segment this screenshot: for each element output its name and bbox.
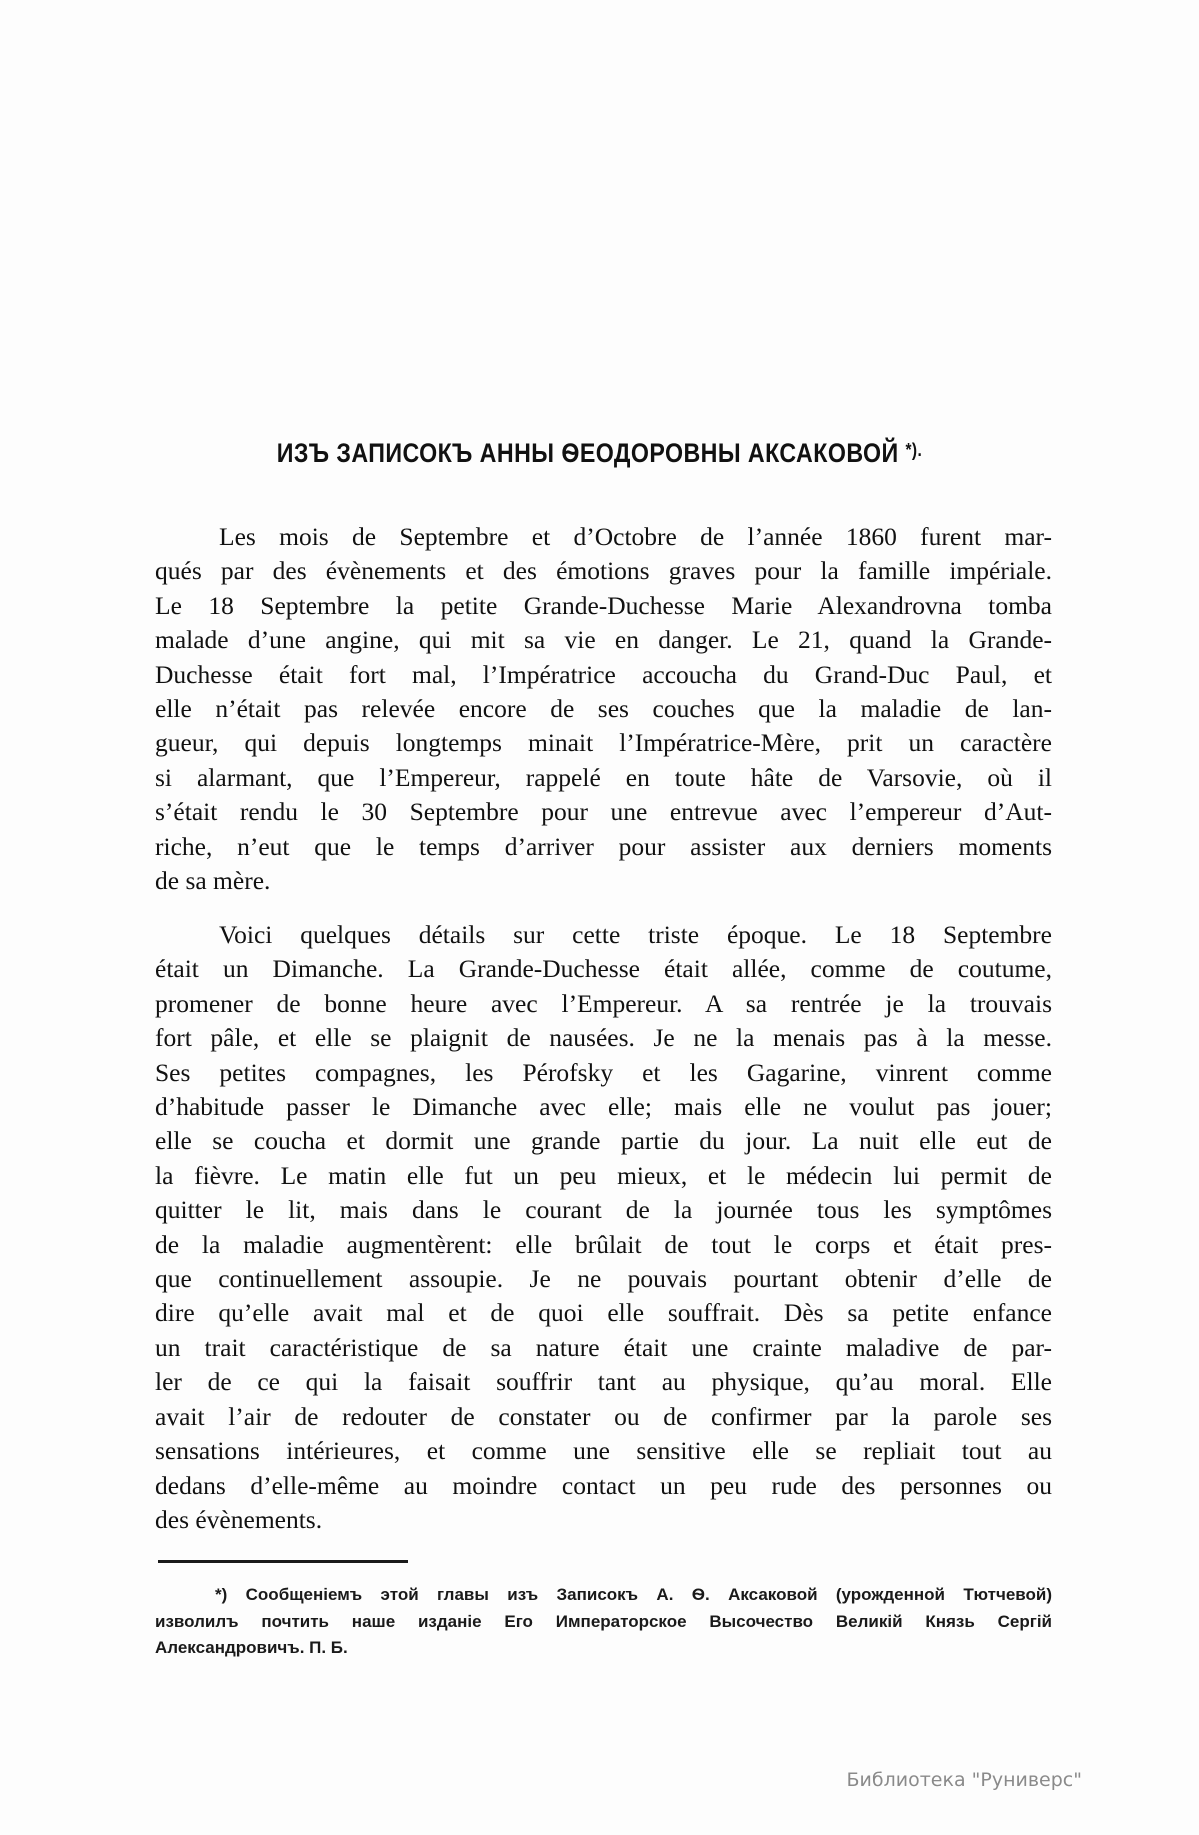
footnote-line: Александровичъ. П. Б.	[155, 1638, 348, 1657]
text-line: elle se coucha et dormit une grande partie du jour. La nuit elle eut de	[155, 1126, 1052, 1156]
title-footnote-mark: *).	[905, 440, 923, 460]
text-line: si alarmant, que l’Empereur, rappelé en toute hâte de Varsovie, où il	[155, 762, 1052, 792]
footnote-line: *) Сообщеніемъ этой главы изъ Записокъ А. Ѳ. Аксаковой (урожденной Тютчевой)	[215, 1585, 1052, 1604]
text-line: de la maladie augmentèrent: elle brûlait de tout le corps et était pres-	[155, 1229, 1052, 1259]
text-line: dire qu’elle avait mal et de quoi elle souffrait. Dès sa petite enfance	[155, 1298, 1052, 1328]
text-line: Duchesse était fort mal, l’Impératrice accoucha du Grand-Duc Paul, et	[155, 659, 1052, 689]
text-line: un trait caractéristique de sa nature était une crainte maladive de par-	[155, 1332, 1052, 1362]
paragraph-1	[155, 520, 1052, 898]
text-line: elle n’était pas relevée encore de ses couches que la maladie de lan-	[155, 694, 1052, 724]
text-line: riche, n’eut que le temps d’arriver pour assister aux derniers moments	[155, 831, 1052, 861]
text-line: s’était rendu le 30 Septembre pour une entrevue avec l’empereur d’Aut-	[155, 797, 1052, 827]
text-line: des évènements.	[155, 1504, 323, 1534]
text-line: que continuellement assoupie. Je ne pouvais pourtant obtenir d’elle de	[155, 1264, 1052, 1294]
text-line: était un Dimanche. La Grande-Duchesse était allée, comme de coutume,	[155, 954, 1052, 984]
text-line: quitter le lit, mais dans le courant de la journée tous les symptômes	[155, 1195, 1052, 1225]
footnote-divider	[158, 1560, 408, 1563]
text-line: la fièvre. Le matin elle fut un peu mieux, et le médecin lui permit de	[155, 1160, 1052, 1190]
title-text: ИЗЪ ЗАПИСОКЪ АННЫ ѲЕОДОРОВНЫ АКСАКОВОЙ	[276, 438, 899, 468]
footnote-line: изволилъ почтить наше изданіе Его Императорское Высочество Великій Князь Сергій	[155, 1611, 1052, 1631]
text-line: avait l’air de redouter de constater ou de confirmer par la parole ses	[155, 1401, 1052, 1431]
text-line: Voici quelques détails sur cette triste époque. Le 18 Septembre	[219, 920, 1052, 949]
text-line: fort pâle, et elle se plaignit de nausées. Je ne la menais pas à la messe.	[155, 1023, 1052, 1053]
text-line: qués par des évènements et des émotions graves pour la famille impériale.	[155, 556, 1052, 586]
text-line: malade d’une angine, qui mit sa vie en danger. Le 21, quand la Grande-	[155, 625, 1052, 655]
library-watermark: Библиотека "Руниверс"	[846, 1769, 1082, 1791]
text-line: promener de bonne heure avec l’Empereur. A sa rentrée je la trouvais	[155, 988, 1052, 1018]
paragraph-2	[155, 918, 1052, 1537]
text-line: d’habitude passer le Dimanche avec elle; mais elle ne voulut pas jouer;	[155, 1092, 1052, 1122]
page-title	[84, 438, 1115, 469]
text-line: de sa mère.	[155, 866, 271, 896]
footnote	[155, 1582, 1052, 1662]
text-line: Les mois de Septembre et d’Octobre de l’année 1860 furent mar-	[219, 522, 1052, 551]
text-line: dedans d’elle-même au moindre contact un peu rude des personnes ou	[155, 1470, 1052, 1500]
text-line: gueur, qui depuis longtemps minait l’Impératrice-Mère, prit un caractère	[155, 728, 1052, 758]
text-line: Le 18 Septembre la petite Grande-Duchesse Marie Alexandrovna tomba	[155, 590, 1052, 620]
text-line: sensations intérieures, et comme une sensitive elle se repliait tout au	[155, 1436, 1052, 1466]
text-line: Ses petites compagnes, les Pérofsky et les Gagarine, vinrent comme	[155, 1057, 1052, 1087]
text-line: ler de ce qui la faisait souffrir tant au physique, qu’au moral. Elle	[155, 1367, 1052, 1397]
